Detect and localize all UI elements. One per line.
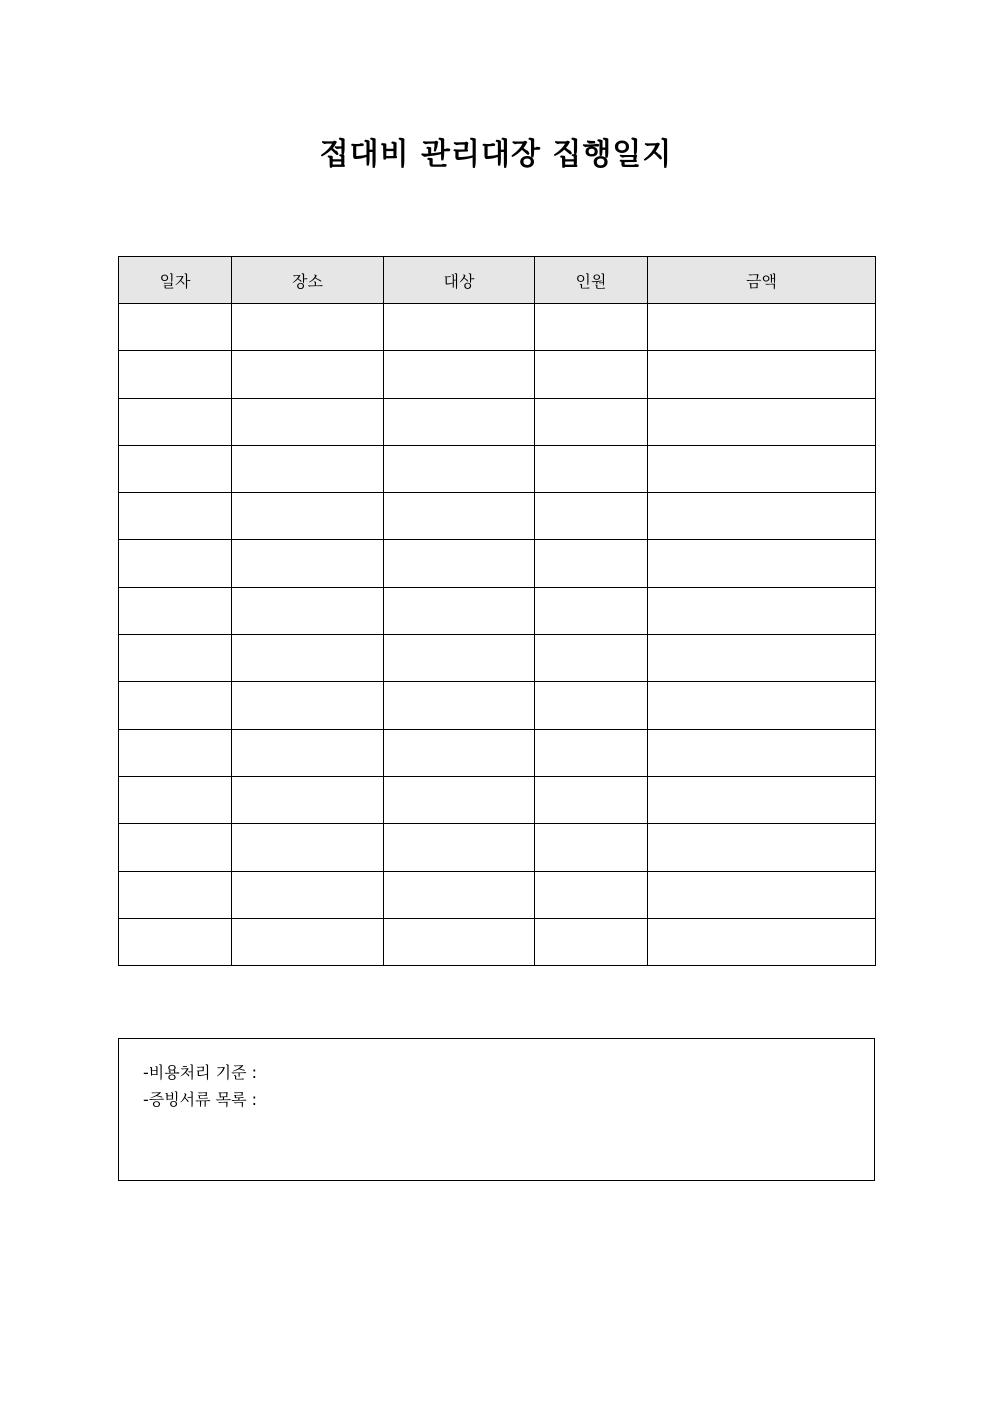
cell-place[interactable] (232, 587, 384, 634)
cell-amount[interactable] (648, 635, 876, 682)
cell-date[interactable] (119, 824, 232, 871)
cell-place[interactable] (232, 540, 384, 587)
cell-date[interactable] (119, 351, 232, 398)
cell-target[interactable] (384, 824, 535, 871)
cell-headcount[interactable] (535, 918, 648, 965)
column-header-headcount: 인원 (535, 257, 648, 304)
cell-target[interactable] (384, 587, 535, 634)
cell-amount[interactable] (648, 871, 876, 918)
cell-place[interactable] (232, 729, 384, 776)
evidence-list-note: -증빙서류 목록 : (143, 1090, 258, 1109)
cell-date[interactable] (119, 304, 232, 351)
table-row (119, 635, 876, 682)
table-row (119, 587, 876, 634)
cell-target[interactable] (384, 398, 535, 445)
cell-amount[interactable] (648, 776, 876, 823)
cell-amount[interactable] (648, 918, 876, 965)
cell-place[interactable] (232, 351, 384, 398)
table-row (119, 493, 876, 540)
table-row (119, 540, 876, 587)
cell-headcount[interactable] (535, 587, 648, 634)
cell-amount[interactable] (648, 729, 876, 776)
cell-headcount[interactable] (535, 304, 648, 351)
cell-target[interactable] (384, 776, 535, 823)
table-row (119, 351, 876, 398)
cell-target[interactable] (384, 540, 535, 587)
column-header-place: 장소 (232, 257, 384, 304)
column-header-date: 일자 (119, 257, 232, 304)
cell-place[interactable] (232, 635, 384, 682)
cell-date[interactable] (119, 540, 232, 587)
cell-amount[interactable] (648, 493, 876, 540)
column-header-target: 대상 (384, 257, 535, 304)
cell-target[interactable] (384, 729, 535, 776)
entertainment-expense-table (118, 256, 876, 966)
cell-headcount[interactable] (535, 351, 648, 398)
cell-date[interactable] (119, 871, 232, 918)
cell-target[interactable] (384, 304, 535, 351)
table-header-row (119, 257, 876, 304)
cell-amount[interactable] (648, 824, 876, 871)
cell-date[interactable] (119, 729, 232, 776)
table-row (119, 304, 876, 351)
cell-place[interactable] (232, 871, 384, 918)
cell-amount[interactable] (648, 304, 876, 351)
cell-headcount[interactable] (535, 824, 648, 871)
cell-headcount[interactable] (535, 398, 648, 445)
table-row (119, 918, 876, 965)
table-row (119, 776, 876, 823)
table-row (119, 729, 876, 776)
cell-headcount[interactable] (535, 776, 648, 823)
cell-date[interactable] (119, 398, 232, 445)
cell-amount[interactable] (648, 540, 876, 587)
cell-headcount[interactable] (535, 540, 648, 587)
cell-date[interactable] (119, 635, 232, 682)
cell-headcount[interactable] (535, 445, 648, 492)
table-row (119, 824, 876, 871)
cell-target[interactable] (384, 493, 535, 540)
cell-place[interactable] (232, 682, 384, 729)
cell-place[interactable] (232, 304, 384, 351)
cell-date[interactable] (119, 682, 232, 729)
cell-place[interactable] (232, 824, 384, 871)
table-row (119, 445, 876, 492)
cell-headcount[interactable] (535, 635, 648, 682)
cell-date[interactable] (119, 918, 232, 965)
cell-amount[interactable] (648, 587, 876, 634)
cell-target[interactable] (384, 871, 535, 918)
notes-box (118, 1038, 875, 1181)
cell-date[interactable] (119, 493, 232, 540)
cell-target[interactable] (384, 351, 535, 398)
cell-headcount[interactable] (535, 682, 648, 729)
cell-target[interactable] (384, 682, 535, 729)
cell-place[interactable] (232, 493, 384, 540)
page-title: 접대비 관리대장 집행일지 (319, 137, 673, 172)
table-row (119, 682, 876, 729)
cell-amount[interactable] (648, 351, 876, 398)
cell-place[interactable] (232, 398, 384, 445)
cell-amount[interactable] (648, 445, 876, 492)
cell-headcount[interactable] (535, 493, 648, 540)
cell-place[interactable] (232, 776, 384, 823)
cell-place[interactable] (232, 918, 384, 965)
cell-headcount[interactable] (535, 729, 648, 776)
cell-target[interactable] (384, 635, 535, 682)
cell-amount[interactable] (648, 682, 876, 729)
cell-amount[interactable] (648, 398, 876, 445)
cell-target[interactable] (384, 445, 535, 492)
table-body (119, 304, 876, 966)
cell-date[interactable] (119, 445, 232, 492)
table-row (119, 871, 876, 918)
cell-date[interactable] (119, 587, 232, 634)
column-header-amount: 금액 (648, 257, 876, 304)
cell-place[interactable] (232, 445, 384, 492)
cell-headcount[interactable] (535, 871, 648, 918)
expense-criteria-note: -비용처리 기준 : (143, 1063, 258, 1082)
cell-target[interactable] (384, 918, 535, 965)
cell-date[interactable] (119, 776, 232, 823)
table-row (119, 398, 876, 445)
